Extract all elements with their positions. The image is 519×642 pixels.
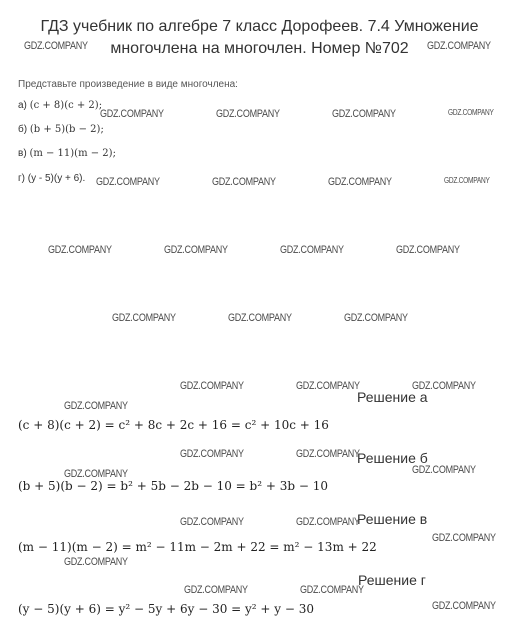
watermark: GDZ.COMPANY — [216, 108, 280, 120]
task-expression: (c + 8)(c + 2); — [29, 100, 103, 111]
task-label: а) — [18, 100, 27, 111]
task-a — [18, 100, 102, 111]
watermark: GDZ.COMPANY — [48, 244, 112, 256]
solution-formula-d: (y − 5)(y + 6) = y² − 5y + 6y − 30 = y² + y − 30 — [18, 602, 315, 616]
solution-formula-b: (b + 5)(b − 2) = b² + 5b − 2b − 10 = b² + 3b − 10 — [18, 479, 328, 493]
task-label: г) — [18, 173, 25, 184]
watermark: GDZ.COMPANY — [296, 448, 360, 460]
watermark: GDZ.COMPANY — [180, 516, 244, 528]
task-intro: Представьте произведение в виде многочлена: — [18, 79, 238, 90]
watermark: GDZ.COMPANY — [180, 448, 244, 460]
watermark: GDZ.COMPANY — [396, 244, 460, 256]
watermark: GDZ.COMPANY — [100, 108, 164, 120]
task-expression: (b + 5)(b − 2); — [29, 124, 104, 135]
watermark: GDZ.COMPANY — [64, 468, 128, 480]
watermark: GDZ.COMPANY — [296, 380, 360, 392]
watermark: GDZ.COMPANY — [432, 532, 496, 544]
watermark: GDZ.COMPANY — [444, 176, 490, 185]
solution-formula-a: (c + 8)(c + 2) = c² + 8c + 2c + 16 = c² + 10c + 16 — [18, 418, 329, 432]
watermark: GDZ.COMPANY — [432, 600, 496, 612]
watermark: GDZ.COMPANY — [427, 40, 491, 52]
watermark: GDZ.COMPANY — [332, 108, 396, 120]
solution-formula-c: (m − 11)(m − 2) = m² − 11m − 2m + 22 = m² − 13m + 22 — [18, 540, 377, 554]
watermark: GDZ.COMPANY — [300, 584, 364, 596]
watermark: GDZ.COMPANY — [184, 584, 248, 596]
watermark: GDZ.COMPANY — [112, 312, 176, 324]
page-title-line-2: многочлена на многочлен. Номер №702 — [110, 40, 409, 57]
task-expression: (m − 11)(m − 2); — [29, 148, 116, 159]
watermark: GDZ.COMPANY — [448, 108, 494, 117]
watermark: GDZ.COMPANY — [212, 176, 276, 188]
watermark: GDZ.COMPANY — [164, 244, 228, 256]
page-title-line-1: ГДЗ учебник по алгебре 7 класс Дорофеев. 7.4 Умножение — [40, 18, 479, 35]
solution-heading-d: Решение г — [358, 572, 426, 588]
task-c — [18, 148, 116, 159]
watermark: GDZ.COMPANY — [344, 312, 408, 324]
task-label: в) — [18, 148, 27, 159]
watermark: GDZ.COMPANY — [228, 312, 292, 324]
solution-heading-b: Решение б — [357, 450, 428, 466]
watermark: GDZ.COMPANY — [180, 380, 244, 392]
watermark: GDZ.COMPANY — [328, 176, 392, 188]
solution-heading-c: Решение в — [357, 511, 428, 527]
task-b — [18, 124, 104, 135]
watermark: GDZ.COMPANY — [96, 176, 160, 188]
solution-heading-a: Решение а — [357, 389, 428, 405]
watermark: GDZ.COMPANY — [296, 516, 360, 528]
task-label: б) — [18, 124, 28, 135]
watermark: GDZ.COMPANY — [412, 464, 476, 476]
page-title — [0, 16, 519, 60]
watermark: GDZ.COMPANY — [24, 40, 88, 52]
watermark: GDZ.COMPANY — [280, 244, 344, 256]
watermark: GDZ.COMPANY — [412, 380, 476, 392]
task-expression: (y - 5)(y + 6). — [27, 173, 86, 184]
watermark: GDZ.COMPANY — [64, 400, 128, 412]
task-d — [18, 173, 85, 184]
watermark: GDZ.COMPANY — [64, 556, 128, 568]
